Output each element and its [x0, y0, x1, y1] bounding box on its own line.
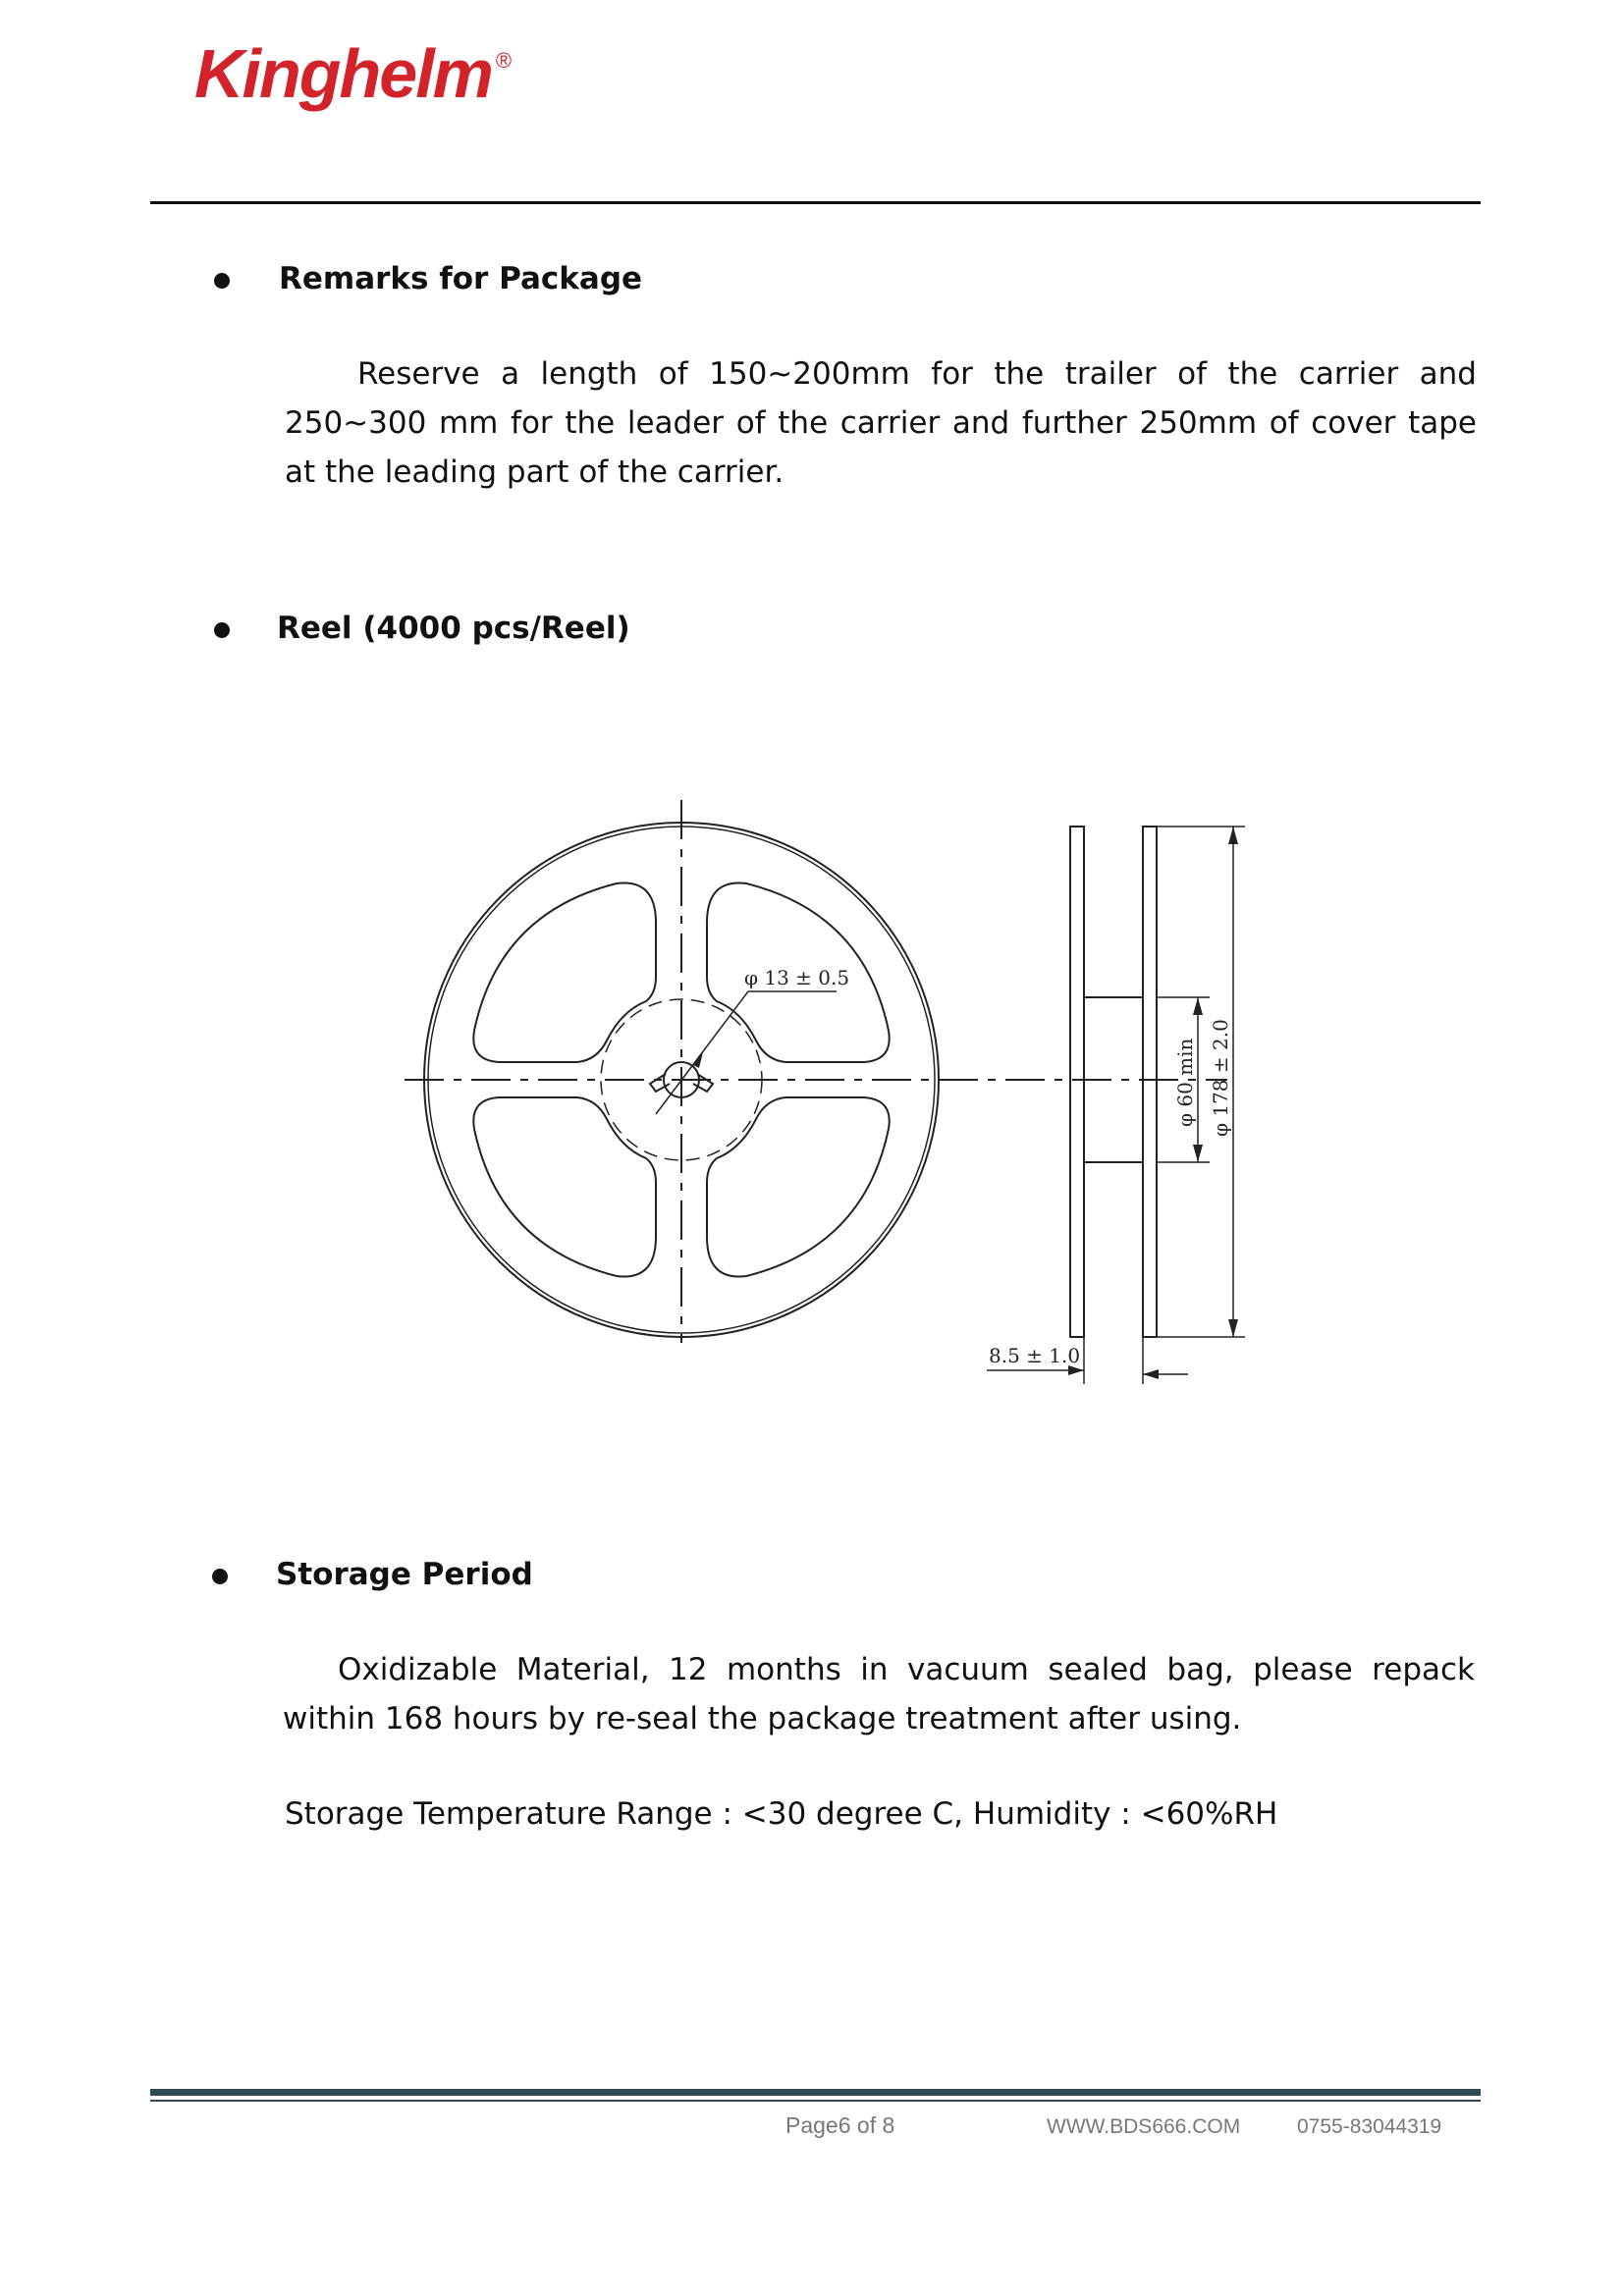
window-top-left — [473, 883, 656, 1063]
window-bottom-right — [707, 1097, 890, 1277]
storage-text — [283, 1645, 1475, 1743]
side-flange-left — [1070, 827, 1084, 1337]
header-divider — [150, 201, 1481, 204]
logo-text: Kinghelm — [194, 35, 492, 112]
reel-dim-arrow-bottom — [1228, 1319, 1238, 1337]
footer-website: WWW.BDS666.COM — [1047, 2115, 1241, 2138]
section-title-storage: Storage Period — [276, 1557, 533, 1592]
footer-thin-rule — [150, 2100, 1481, 2102]
section-title-reel: Reel (4000 pcs/Reel) — [277, 611, 630, 646]
bullet-icon — [214, 622, 230, 638]
core-diameter-label: φ 60 min — [1173, 1038, 1197, 1127]
reel-diameter-label: φ 178 ± 2.0 — [1209, 1019, 1232, 1137]
hub-arrowhead — [693, 1052, 703, 1068]
footer-bar — [150, 2089, 1481, 2096]
footer-phone: 0755-83044319 — [1297, 2115, 1442, 2138]
package-remarks-text — [285, 349, 1477, 497]
window-bottom-left — [473, 1097, 656, 1277]
section-title-package: Remarks for Package — [279, 261, 643, 296]
storage-body: Oxidizable Material, 12 months in vacuum sealed bag, please repack within 168 hours by re-seal the package treatment after using. — [283, 1652, 1475, 1736]
width-arrow-right — [1143, 1369, 1159, 1379]
storage-conditions: Storage Temperature Range : <30 degree C, Humidity : <60%RH — [285, 1796, 1278, 1832]
page-number: Page6 of 8 — [785, 2112, 895, 2138]
registered-mark: ® — [495, 47, 511, 73]
hub-leader-line — [656, 991, 748, 1114]
bullet-icon — [212, 1569, 228, 1584]
hub-diameter-label: φ 13 ± 0.5 — [744, 966, 850, 989]
package-remarks-body: Reserve a length of 150~200mm for the trailer of the carrier and 250~300 mm for the leader of the carrier and further 250mm of cover tape at the leading part of the carrier. — [285, 356, 1477, 490]
core-dim-arrow-top — [1193, 997, 1203, 1015]
width-label: 8.5 ± 1.0 — [989, 1344, 1081, 1367]
bullet-icon — [214, 273, 230, 289]
reel-dim-arrow-top — [1228, 827, 1238, 844]
side-flange-right — [1143, 827, 1157, 1337]
company-logo — [194, 35, 511, 112]
reel-diagram — [393, 785, 1276, 1394]
core-dim-arrow-bottom — [1193, 1145, 1203, 1162]
